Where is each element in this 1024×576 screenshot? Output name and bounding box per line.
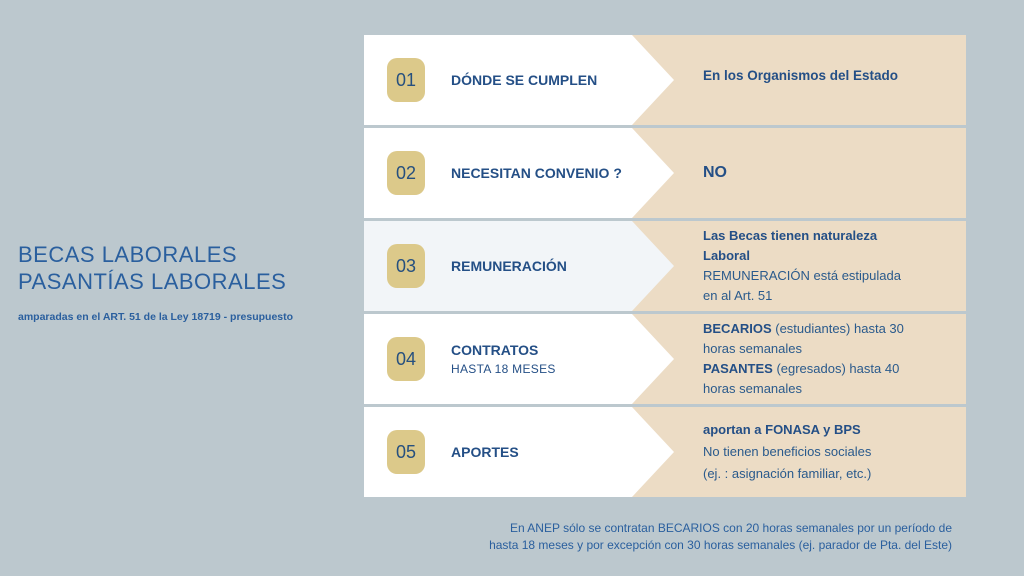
row-03 (364, 221, 966, 311)
title-line-1: BECAS LABORALES (18, 242, 238, 267)
info-table (364, 35, 966, 497)
row-value-text: NO (703, 164, 727, 181)
row-value (703, 314, 961, 404)
row-label-text: CONTRATOS (451, 342, 539, 358)
row-sublabel: HASTA 18 MESES (451, 362, 556, 376)
row-value-bold: aportan a FONASA y BPS (703, 422, 861, 437)
row-value (703, 128, 961, 218)
row-01 (364, 35, 966, 125)
row-number-badge: 01 (387, 58, 425, 102)
becarios-rest: (estudiantes) hasta 30 (771, 321, 904, 336)
pasantes-line-2: horas semanales (703, 381, 802, 396)
row-number-badge: 02 (387, 151, 425, 195)
row-value (703, 407, 961, 497)
row-value-line-4: en al Art. 51 (703, 288, 773, 303)
row-label (451, 407, 519, 497)
row-number-badge: 04 (387, 337, 425, 381)
becarios-bold: BECARIOS (703, 321, 772, 336)
row-value-line-2: No tienen beneficios sociales (703, 444, 872, 459)
row-value-line-3: REMUNERACIÓN está estipulada (703, 268, 901, 283)
row-label-text: REMUNERACIÓN (451, 258, 567, 274)
row-label (451, 314, 556, 404)
row-label-text: DÓNDE SE CUMPLEN (451, 72, 598, 88)
row-05 (364, 407, 966, 497)
footer-note (360, 520, 952, 554)
row-02 (364, 128, 966, 218)
main-title (18, 241, 286, 295)
row-label-text: APORTES (451, 444, 519, 460)
row-04 (364, 314, 966, 404)
row-label (451, 35, 597, 125)
row-label (451, 128, 622, 218)
row-value-text: En los Organismos del Estado (703, 68, 899, 83)
becarios-line-2: horas semanales (703, 341, 802, 356)
row-value-bold-1: Las Becas tienen naturaleza (703, 228, 878, 243)
row-number-badge: 03 (387, 244, 425, 288)
title-line-2: PASANTÍAS LABORALES (18, 269, 287, 294)
row-value (703, 31, 961, 121)
row-label (451, 221, 567, 311)
row-value-bold-2: Laboral (703, 248, 750, 263)
footer-line-1: En ANEP sólo se contratan BECARIOS con 20 horas semanales por un período de (509, 521, 952, 535)
becarios-line (703, 319, 961, 339)
row-number-badge: 05 (387, 430, 425, 474)
row-value (703, 221, 961, 311)
row-value-line-3: (ej. : asignación familiar, etc.) (703, 466, 872, 481)
pasantes-bold: PASANTES (703, 361, 773, 376)
pasantes-line (703, 359, 961, 379)
pasantes-rest: (egresados) hasta 40 (772, 361, 900, 376)
subtitle: amparadas en el ART. 51 de la Ley 18719 - presupuesto (18, 311, 294, 323)
row-label-text: NECESITAN CONVENIO ? (451, 165, 622, 181)
footer-line-2: hasta 18 meses y por excepción con 30 horas semanales (ej. parador de Pta. del Este) (489, 538, 952, 552)
